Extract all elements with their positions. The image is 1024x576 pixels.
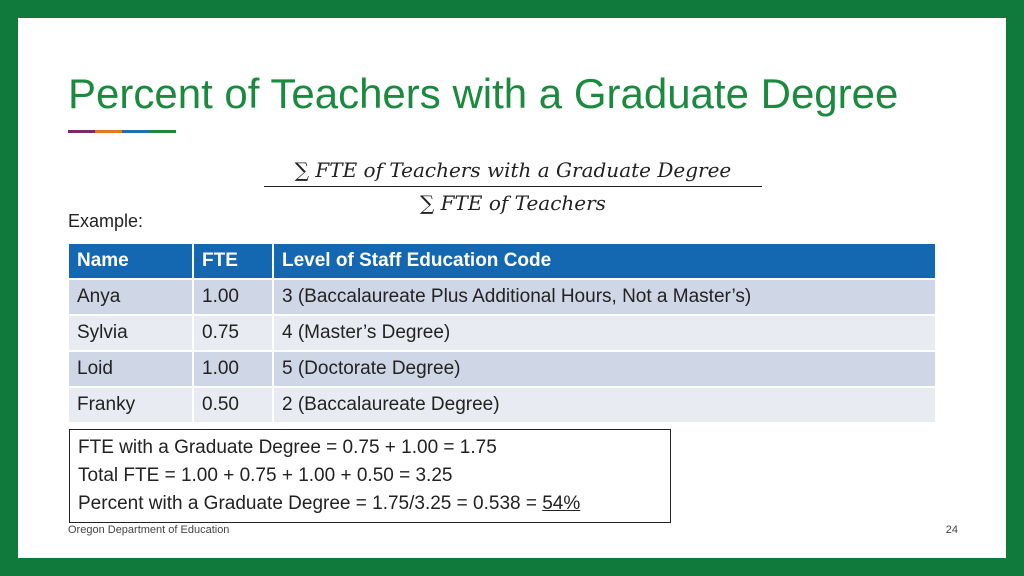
cell-name: Loid xyxy=(69,351,193,387)
table-row xyxy=(69,279,936,315)
formula-numerator: ∑ FTE of Teachers with a Graduate Degree xyxy=(264,158,762,187)
cell-fte: 0.50 xyxy=(193,387,273,423)
column-header-fte: FTE xyxy=(193,244,273,279)
cell-education-code: 3 (Baccalaureate Plus Additional Hours, Not a Master’s) xyxy=(273,279,936,315)
cell-education-code: 5 (Doctorate Degree) xyxy=(273,351,936,387)
cell-education-code: 2 (Baccalaureate Degree) xyxy=(273,387,936,423)
table-header-row xyxy=(69,244,936,279)
calc-line-percent xyxy=(78,490,662,518)
example-label: Example: xyxy=(68,211,144,231)
calc-line-graduate-fte: FTE with a Graduate Degree = 0.75 + 1.00 = 1.75 xyxy=(78,437,497,458)
accent-segment xyxy=(149,130,176,133)
table-row xyxy=(69,351,936,387)
calc-percent-expression: Percent with a Graduate Degree = 1.75/3.25 = 0.538 = xyxy=(78,493,543,514)
calc-line-total-fte: Total FTE = 1.00 + 0.75 + 1.00 + 0.50 = 3.25 xyxy=(78,465,453,486)
cell-name: Sylvia xyxy=(69,315,193,351)
formula-denominator: ∑ FTE of Teachers xyxy=(420,191,606,215)
slide-title: Percent of Teachers with a Graduate Degree xyxy=(68,70,899,117)
calc-percent-result: 54% xyxy=(542,493,581,514)
cell-fte: 1.00 xyxy=(193,351,273,387)
table-row xyxy=(69,387,936,423)
footer-org-name: Oregon Department of Education xyxy=(68,524,230,536)
title-accent-bar xyxy=(68,130,176,133)
slide xyxy=(18,18,1006,558)
accent-segment xyxy=(122,130,149,133)
column-header-name: Name xyxy=(69,244,193,279)
cell-name: Anya xyxy=(69,279,193,315)
cell-education-code: 4 (Master’s Degree) xyxy=(273,315,936,351)
accent-segment xyxy=(68,130,95,133)
formula xyxy=(264,158,762,215)
page-number: 24 xyxy=(945,524,958,536)
cell-fte: 0.75 xyxy=(193,315,273,351)
calculation-box xyxy=(69,429,671,523)
accent-segment xyxy=(95,130,122,133)
table-row xyxy=(69,315,936,351)
column-header-education-code: Level of Staff Education Code xyxy=(273,244,936,279)
education-table xyxy=(69,244,937,424)
cell-name: Franky xyxy=(69,387,193,423)
cell-fte: 1.00 xyxy=(193,279,273,315)
